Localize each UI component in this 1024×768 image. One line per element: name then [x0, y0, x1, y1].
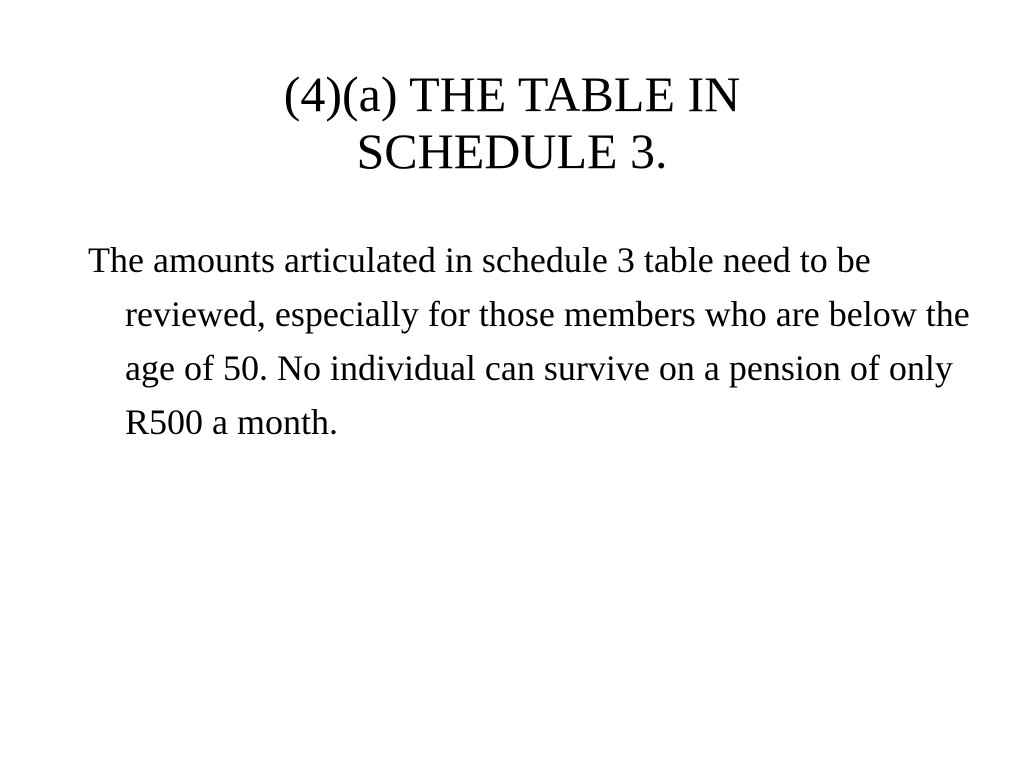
slide-title-line-2: SCHEDULE 3.: [356, 123, 668, 179]
slide-title: [80, 66, 944, 180]
slide-title-line-1: (4)(a) THE TABLE IN: [283, 66, 741, 122]
slide-body-text: The amounts articulated in schedule 3 table need to be reviewed, especially for those members who are below the age of 50. No individual can survive on a pension of only R500 a month.: [88, 240, 970, 442]
